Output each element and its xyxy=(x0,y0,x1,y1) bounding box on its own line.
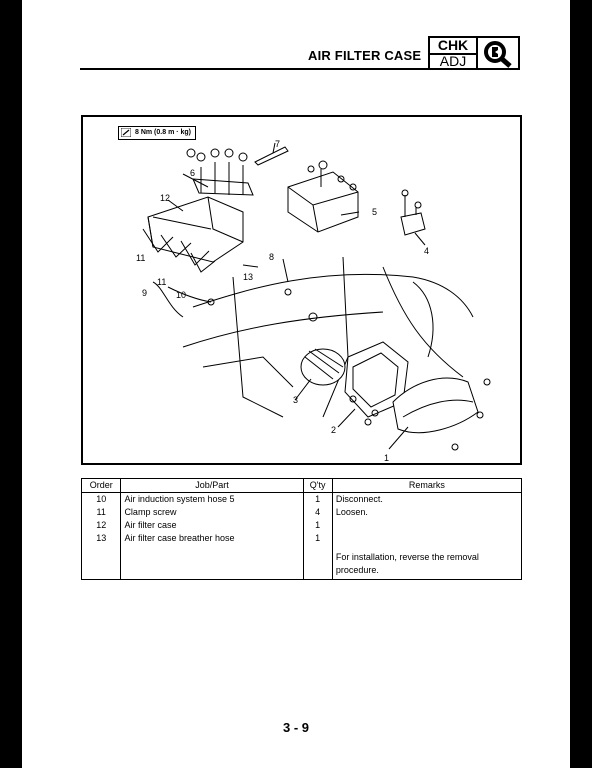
callout-6: 6 xyxy=(190,168,196,178)
row-part: Clamp screw xyxy=(121,506,303,519)
table-row xyxy=(82,506,522,519)
torque-spec-text: 8 Nm (0.8 m · kg) xyxy=(135,129,192,136)
exploded-diagram xyxy=(81,115,522,465)
row-qty: 1 xyxy=(303,519,332,532)
badge-chk-label: CHK xyxy=(430,38,476,55)
callout-4: 4 xyxy=(424,246,430,256)
installation-note-line-2: procedure. xyxy=(335,565,379,575)
callout-13: 13 xyxy=(243,272,254,282)
callout-8: 8 xyxy=(269,252,275,262)
table-header-row xyxy=(82,479,522,493)
callout-9: 9 xyxy=(142,288,148,298)
installation-note xyxy=(332,545,521,580)
row-qty: 1 xyxy=(303,493,332,507)
row-qty: 1 xyxy=(303,532,332,545)
row-part: Air induction system hose 5 xyxy=(121,493,303,507)
row-remarks xyxy=(332,532,521,545)
callout-5: 5 xyxy=(372,207,378,217)
row-remarks: Loosen. xyxy=(332,506,521,519)
row-remarks xyxy=(332,519,521,532)
installation-note-line-1: For installation, reverse the removal xyxy=(335,552,479,562)
manual-page xyxy=(22,0,570,768)
table-row xyxy=(82,493,522,507)
callout-12: 12 xyxy=(160,193,171,203)
col-header-qty: Q'ty xyxy=(303,479,332,493)
chk-adj-badge xyxy=(428,36,520,70)
magnifier-wrench-icon xyxy=(478,38,518,68)
row-order: 10 xyxy=(82,493,121,507)
callout-2: 2 xyxy=(331,425,337,435)
row-part: Air filter case breather hose xyxy=(121,532,303,545)
callout-7: 7 xyxy=(275,139,281,149)
page-number: 3 - 9 xyxy=(282,720,309,735)
table-row xyxy=(82,532,522,545)
col-header-order: Order xyxy=(82,479,121,493)
callout-11-b: 11 xyxy=(157,277,167,287)
callout-10: 10 xyxy=(176,290,187,300)
table-row xyxy=(82,519,522,532)
row-order: 13 xyxy=(82,532,121,545)
row-part: Air filter case xyxy=(121,519,303,532)
page-title: AIR FILTER CASE xyxy=(308,48,422,63)
callout-11-a: 11 xyxy=(136,253,146,263)
col-header-job-part: Job/Part xyxy=(121,479,303,493)
parts-table xyxy=(81,478,522,580)
table-note-row xyxy=(82,545,522,580)
row-order: 12 xyxy=(82,519,121,532)
badge-adj-label: ADJ xyxy=(439,53,467,69)
callout-1: 1 xyxy=(384,453,390,463)
row-order: 11 xyxy=(82,506,121,519)
row-remarks: Disconnect. xyxy=(332,493,521,507)
row-qty: 4 xyxy=(303,506,332,519)
exploded-view-drawing xyxy=(83,117,520,463)
callout-3: 3 xyxy=(293,395,299,405)
col-header-remarks: Remarks xyxy=(332,479,521,493)
badge-text xyxy=(430,38,478,68)
header-rule xyxy=(80,68,446,70)
